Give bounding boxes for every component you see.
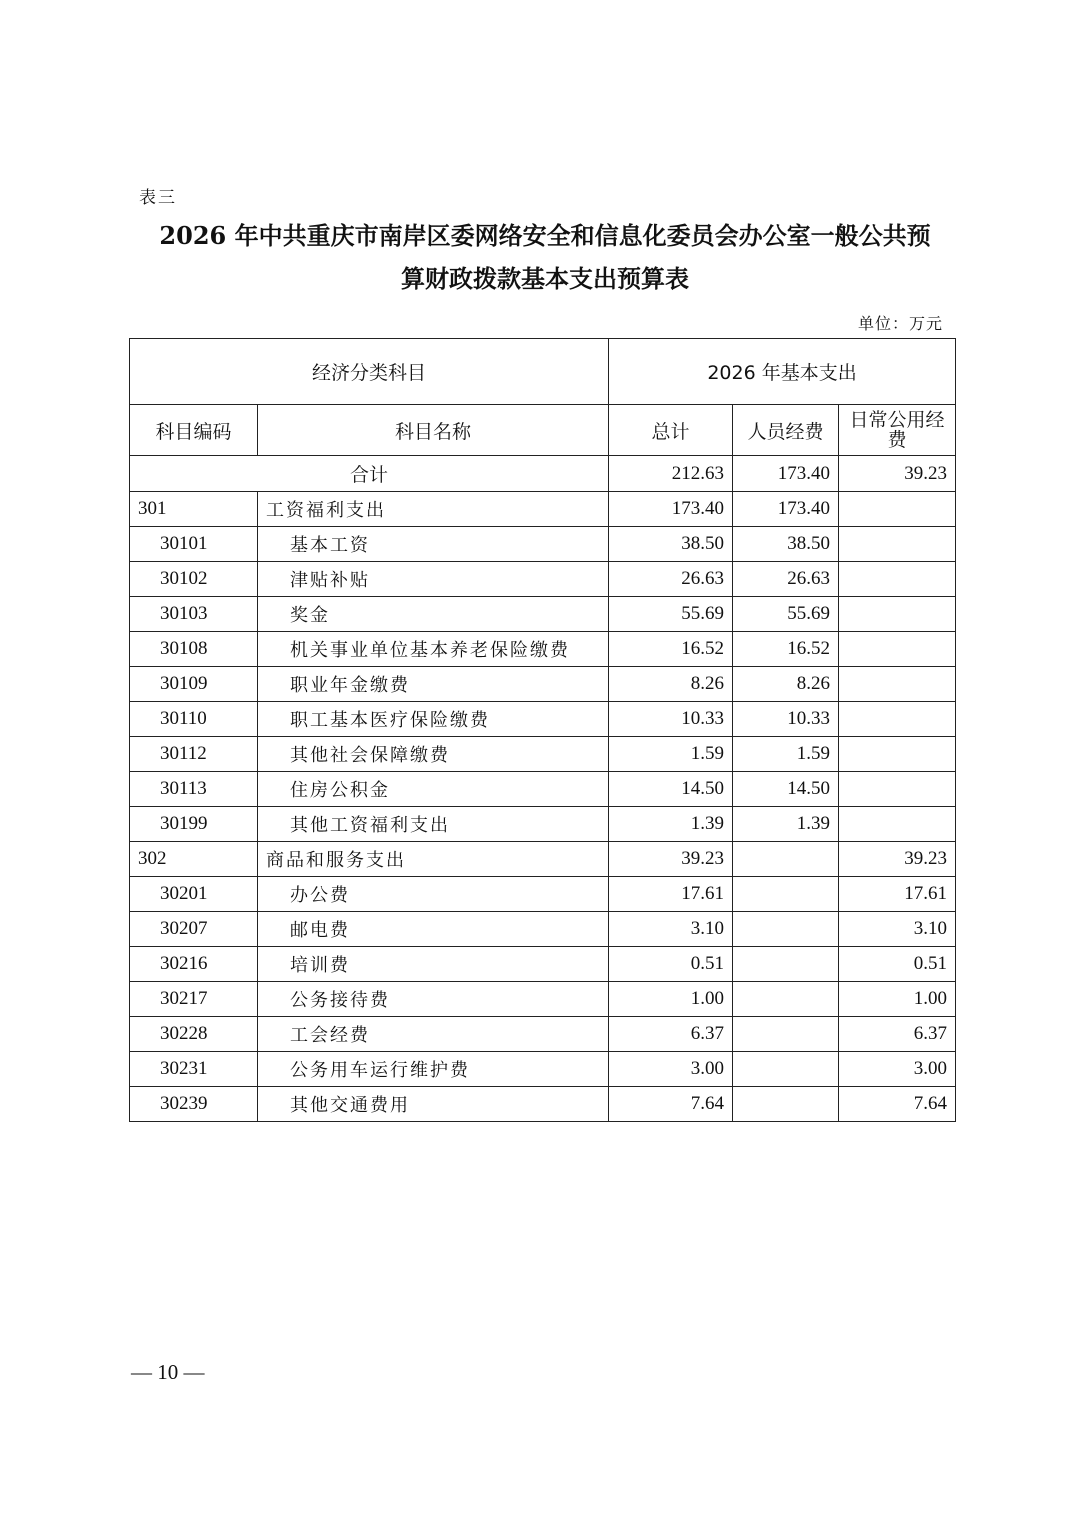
header-total: 总计: [609, 405, 733, 456]
total-value-cell: 3.00: [609, 1052, 733, 1087]
total-label: 合计: [130, 456, 609, 492]
subject-code-cell: 30207: [130, 912, 258, 947]
personnel-value-cell: 1.59: [733, 737, 839, 772]
subject-name-cell: 津贴补贴: [258, 562, 609, 597]
table-row: [130, 632, 956, 667]
table-subheader-row: [130, 405, 956, 456]
subject-name-cell: 其他交通费用: [258, 1087, 609, 1122]
total-row: [130, 456, 956, 492]
subject-name-cell: 工会经费: [258, 1017, 609, 1052]
personnel-value-cell: 1.39: [733, 807, 839, 842]
table-header-row: [130, 339, 956, 405]
subject-name-cell: 其他社会保障缴费: [258, 737, 609, 772]
subject-code-cell: 30109: [130, 667, 258, 702]
subject-code-cell: 301: [130, 492, 258, 527]
daily-value-cell: [839, 667, 956, 702]
subject-code-cell: 30201: [130, 877, 258, 912]
personnel-value-cell: 10.33: [733, 702, 839, 737]
personnel-value-cell: 14.50: [733, 772, 839, 807]
table-row: [130, 982, 956, 1017]
total-value-cell: 38.50: [609, 527, 733, 562]
subject-name-cell: 办公费: [258, 877, 609, 912]
total-value-cell: 16.52: [609, 632, 733, 667]
total-personnel-cell: 173.40: [733, 456, 839, 492]
daily-value-cell: 1.00: [839, 982, 956, 1017]
personnel-value-cell: 55.69: [733, 597, 839, 632]
total-value-cell: 0.51: [609, 947, 733, 982]
personnel-value-cell: [733, 1087, 839, 1122]
daily-value-cell: [839, 562, 956, 597]
subject-name-cell: 邮电费: [258, 912, 609, 947]
table-row: [130, 1087, 956, 1122]
table-row: [130, 842, 956, 877]
total-value-cell: 14.50: [609, 772, 733, 807]
personnel-value-cell: [733, 982, 839, 1017]
total-value-cell: 1.00: [609, 982, 733, 1017]
total-value-cell: 173.40: [609, 492, 733, 527]
personnel-value-cell: [733, 877, 839, 912]
page-title-continued: 算财政拨款基本支出预算表: [401, 264, 689, 293]
daily-value-cell: 3.00: [839, 1052, 956, 1087]
header-basic-expenditure: 2026 年基本支出: [609, 339, 956, 405]
table-row: [130, 492, 956, 527]
subject-code-cell: 30228: [130, 1017, 258, 1052]
personnel-value-cell: 8.26: [733, 667, 839, 702]
personnel-value-cell: 26.63: [733, 562, 839, 597]
subject-code-cell: 30108: [130, 632, 258, 667]
header-daily-public: 日常公用经费: [839, 405, 956, 456]
daily-value-cell: [839, 492, 956, 527]
table-row: [130, 807, 956, 842]
subject-code-cell: 30216: [130, 947, 258, 982]
subject-name-cell: 基本工资: [258, 527, 609, 562]
table-row: [130, 947, 956, 982]
subject-name-cell: 职业年金缴费: [258, 667, 609, 702]
budget-table: [129, 338, 956, 1122]
personnel-value-cell: [733, 1052, 839, 1087]
total-value-cell: 55.69: [609, 597, 733, 632]
subject-code-cell: 30101: [130, 527, 258, 562]
personnel-value-cell: [733, 912, 839, 947]
daily-value-cell: [839, 632, 956, 667]
table-label: 表三: [139, 188, 177, 208]
personnel-value-cell: 173.40: [733, 492, 839, 527]
daily-value-cell: [839, 702, 956, 737]
subject-code-cell: 30217: [130, 982, 258, 1017]
table-row: [130, 667, 956, 702]
daily-value-cell: [839, 772, 956, 807]
subject-code-cell: 30239: [130, 1087, 258, 1122]
total-daily-cell: 39.23: [839, 456, 956, 492]
table-row: [130, 702, 956, 737]
daily-value-cell: 3.10: [839, 912, 956, 947]
table-row: [130, 1017, 956, 1052]
total-value-cell: 39.23: [609, 842, 733, 877]
subject-name-cell: 公务用车运行维护费: [258, 1052, 609, 1087]
personnel-value-cell: [733, 1017, 839, 1052]
daily-value-cell: 6.37: [839, 1017, 956, 1052]
table-row: [130, 912, 956, 947]
personnel-value-cell: 16.52: [733, 632, 839, 667]
total-value-cell: 1.39: [609, 807, 733, 842]
subject-code-cell: 30102: [130, 562, 258, 597]
subject-name-cell: 其他工资福利支出: [258, 807, 609, 842]
total-value-cell: 26.63: [609, 562, 733, 597]
header-name: 科目名称: [258, 405, 609, 456]
page-title: 2026 年中共重庆市南岸区委网络安全和信息化委员会办公室一般公共预: [159, 221, 931, 250]
subject-code-cell: 30113: [130, 772, 258, 807]
table-row: [130, 527, 956, 562]
daily-value-cell: [839, 737, 956, 772]
subject-code-cell: 30103: [130, 597, 258, 632]
subject-code-cell: 30199: [130, 807, 258, 842]
table-row: [130, 597, 956, 632]
daily-value-cell: 0.51: [839, 947, 956, 982]
table-row: [130, 562, 956, 597]
total-value-cell: 17.61: [609, 877, 733, 912]
table-row: [130, 877, 956, 912]
subject-name-cell: 职工基本医疗保险缴费: [258, 702, 609, 737]
header-personnel: 人员经费: [733, 405, 839, 456]
table-row: [130, 772, 956, 807]
total-value-cell: 7.64: [609, 1087, 733, 1122]
subject-name-cell: 公务接待费: [258, 982, 609, 1017]
total-value-cell: 8.26: [609, 667, 733, 702]
subject-name-cell: 培训费: [258, 947, 609, 982]
daily-value-cell: [839, 597, 956, 632]
daily-value-cell: 39.23: [839, 842, 956, 877]
subject-code-cell: 30110: [130, 702, 258, 737]
subject-name-cell: 住房公积金: [258, 772, 609, 807]
daily-value-cell: 17.61: [839, 877, 956, 912]
personnel-value-cell: [733, 947, 839, 982]
subject-name-cell: 机关事业单位基本养老保险缴费: [258, 632, 609, 667]
table-row: [130, 1052, 956, 1087]
total-value-cell: 10.33: [609, 702, 733, 737]
personnel-value-cell: 38.50: [733, 527, 839, 562]
header-economic-class: 经济分类科目: [130, 339, 609, 405]
total-cell: 212.63: [609, 456, 733, 492]
daily-value-cell: [839, 807, 956, 842]
daily-value-cell: [839, 527, 956, 562]
subject-code-cell: 302: [130, 842, 258, 877]
subject-code-cell: 30231: [130, 1052, 258, 1087]
total-value-cell: 6.37: [609, 1017, 733, 1052]
subject-name-cell: 奖金: [258, 597, 609, 632]
unit-label: 单位：万元: [857, 314, 943, 333]
table-row: [130, 737, 956, 772]
daily-value-cell: 7.64: [839, 1087, 956, 1122]
page-number: — 10 —: [131, 1360, 205, 1384]
table-body: [130, 456, 956, 1122]
subject-name-cell: 商品和服务支出: [258, 842, 609, 877]
subject-name-cell: 工资福利支出: [258, 492, 609, 527]
header-code: 科目编码: [130, 405, 258, 456]
total-value-cell: 3.10: [609, 912, 733, 947]
personnel-value-cell: [733, 842, 839, 877]
total-value-cell: 1.59: [609, 737, 733, 772]
subject-code-cell: 30112: [130, 737, 258, 772]
